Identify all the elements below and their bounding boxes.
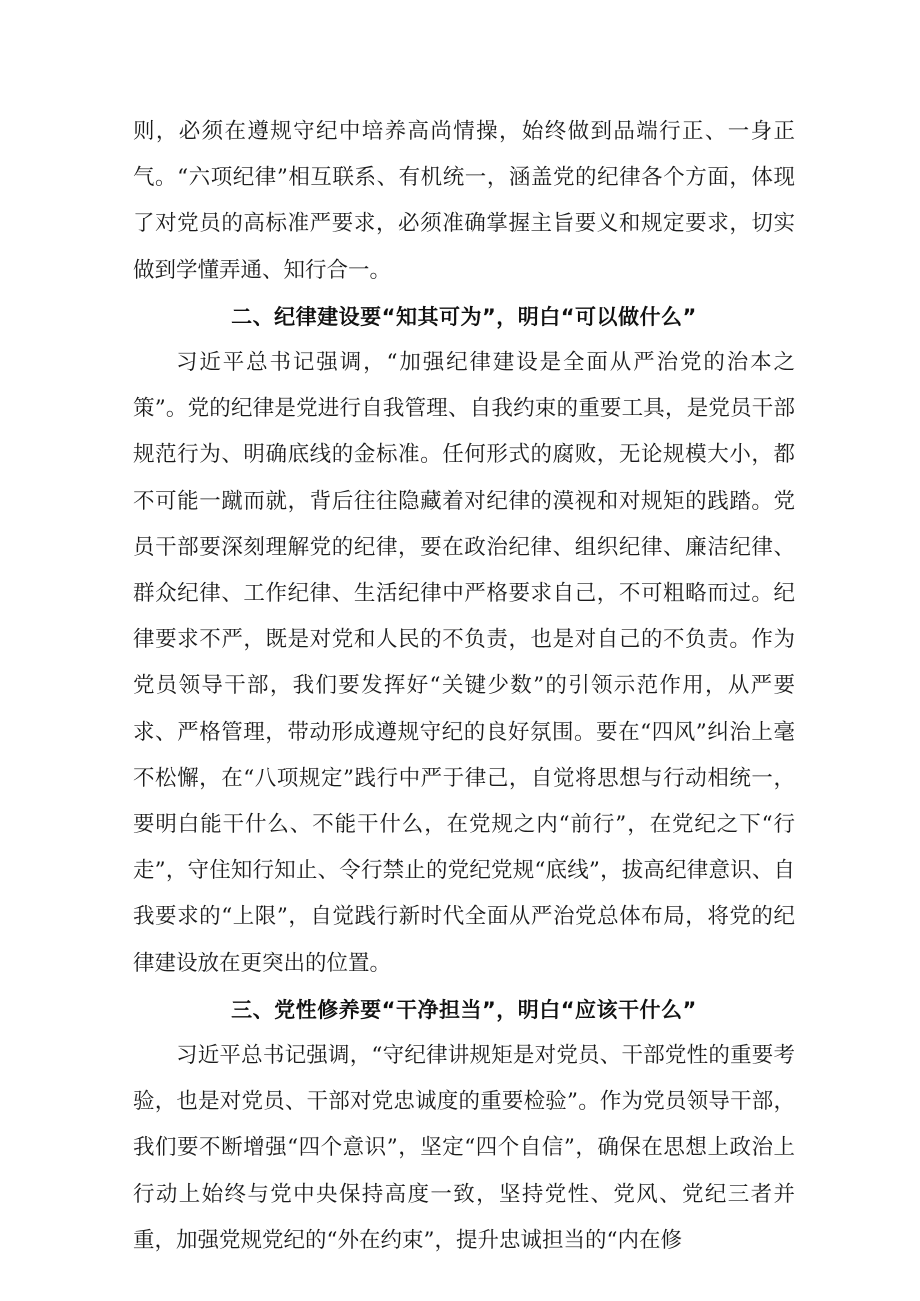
section-heading-3: 三、党性修养要“干净担当”，明白“应该干什么” bbox=[231, 997, 697, 1022]
paragraph-section-2: 习近平总书记强调，“加强纪律建设是全面从严治党的治本之策”。党的纪律是党进行自我管理、自我约束的重要工具，是党员干部规范行为、明确底线的金标准。任何形式的腐败，无论规模大小，都不可能一蹴而就，背后往往隐藏着对纪律的漠视和对规矩的践踏。党员干部要深刻理解党的纪律，要在政治纪律、组织纪律、廉洁纪律、群众纪律、工作纪律、生活纪律中严格要求自己，不可粗略而过。纪律要求不严，既是对党和人民的不负责，也是对自己的不负责。作为党员领导干部，我们要发挥好“关键少数”的引领示范作用，从严要求、严格管理，带动形成遵规守纪的良好氛围。要在“四风”纠治上毫不松懈，在“八项规定”践行中严于律己，自觉将思想与行动相统一，要明白能干什么、不能干什么，在党规之内“前行”，在党纪之下“行走”，守住知行知止、令行禁止的党纪党规“底线”，拔高纪律意识、自我要求的“上限”，自觉践行新时代全面从严治党总体布局，将党的纪律建设放在更突出的位置。 bbox=[133, 350, 795, 976]
paragraph-continuation: 则，必须在遵规守纪中培养高尚情操，始终做到品端行正、一身正气。“六项纪律”相互联系、有机统一，涵盖党的纪律各个方面，体现了对党员的高标准严要求，必须准确掌握主旨要义和规定要求，切实做到学懂弄通、知行合一。 bbox=[133, 119, 795, 283]
paragraph-section-3: 习近平总书记强调，“守纪律讲规矩是对党员、干部党性的重要考验，也是对党员、干部对党忠诚度的重要检验”。作为党员领导干部，我们要不断增强“四个意识”，坚定“四个自信”，确保在思想上政治上行动上始终与党中央保持高度一致，坚持党性、党风、党纪三者并重，加强党规党纪的“外在约束”，提升忠诚担当的“内在修 bbox=[133, 1043, 796, 1253]
section-heading-2: 二、纪律建设要“知其可为”，明白“可以做什么” bbox=[231, 304, 697, 329]
document-page bbox=[133, 109, 795, 1264]
